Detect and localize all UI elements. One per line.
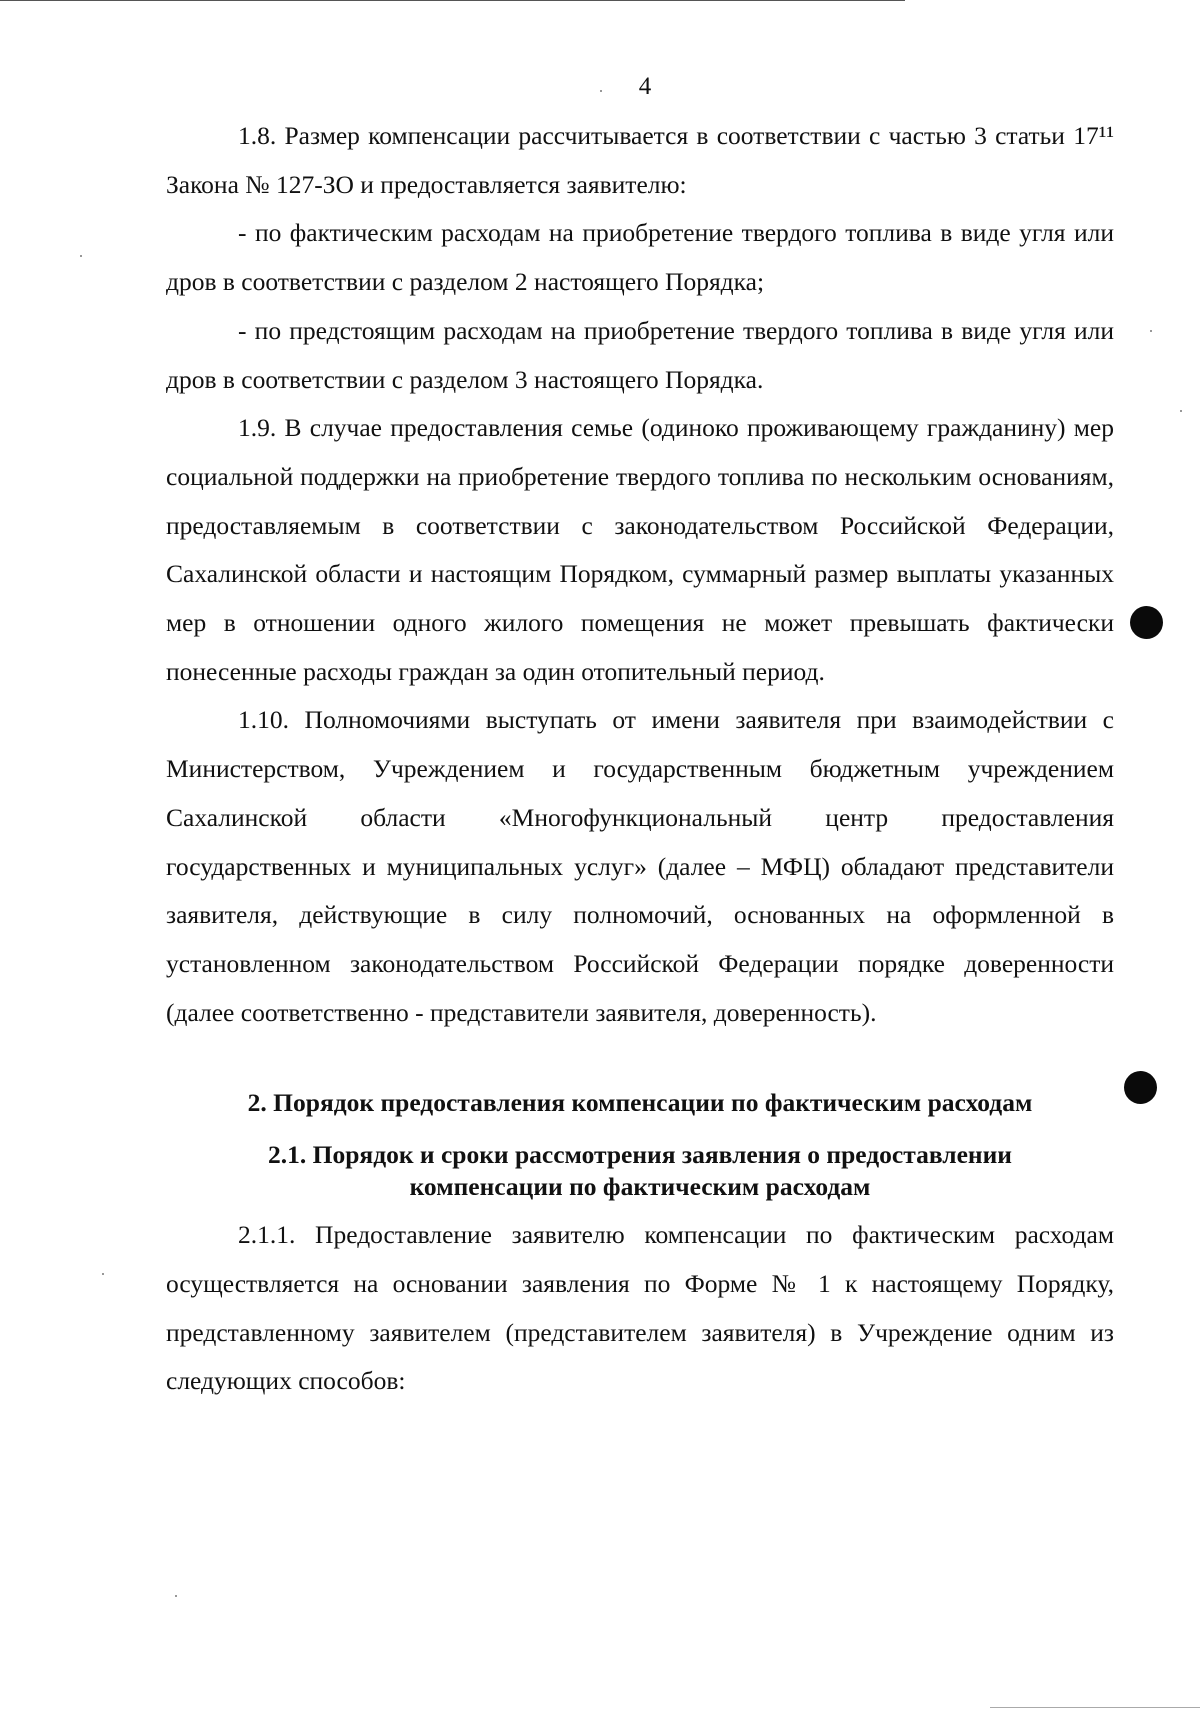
- section-2-1-heading-line-1: 2.1. Порядок и сроки рассмотрения заявления о предоставлении: [268, 1140, 1012, 1170]
- section-2-1-heading: [166, 1135, 1114, 1203]
- bottom-scan-edge: [990, 1707, 1200, 1708]
- top-scan-edge: [0, 0, 905, 1]
- paragraph-1-10: 1.10. Полномочиями выступать от имени заявителя при взаимодействии с Министерством, Учреждением и государственным бюджетным учреждением Сахалинской области «Многофункциональный центр предоставления государственных и муниципальных услуг» (далее – МФЦ) обладают представители заявителя, действующие в силу полномочий, основанных на оформленной в установленном законодательством Российской Федерации порядке доверенности (далее соответственно - представители заявителя, доверенность).: [166, 705, 1114, 1027]
- scan-speck: [1180, 410, 1182, 412]
- paragraph-1-8: 1.8. Размер компенсации рассчитывается в соответствии с частью 3 статьи 17¹¹ Закона № 127-ЗО и предоставляется заявителю:: [166, 121, 1114, 199]
- paragraph-2-1-1: 2.1.1. Предоставление заявителю компенсации по фактическим расходам осуществляется на основании заявления по Форме № 1 к настоящему Порядку, представленному заявителем (представителем заявителя) в Учреждение одним из следующих способов:: [166, 1220, 1114, 1396]
- scan-speck: [102, 1273, 104, 1275]
- section-2-heading: 2. Порядок предоставления компенсации по фактическим расходам: [247, 1088, 1033, 1118]
- paragraph-1-9: 1.9. В случае предоставления семье (одиноко проживающему гражданину) мер социальной поддержки на приобретение твердого топлива по нескольким основаниям, предоставляемым в соответствии с законодательством Российской Федерации, Сахалинской области и настоящим Порядком, суммарный размер выплаты указанных мер в отношении одного жилого помещения не может превышать фактически понесенные расходы граждан за один отопительный период.: [166, 413, 1114, 686]
- document-body: [166, 112, 1114, 1406]
- scan-speck: [1150, 330, 1152, 332]
- scan-speck: [175, 1595, 177, 1597]
- section-2-1-heading-line-2: компенсации по фактическим расходам: [409, 1172, 871, 1202]
- punch-hole-mark: [1124, 1071, 1157, 1104]
- punch-hole-mark: [1130, 606, 1163, 639]
- page-number: 4: [638, 73, 652, 100]
- paragraph-1-8-item-2: - по предстоящим расходам на приобретение твердого топлива в виде угля или дров в соответствии с разделом 3 настоящего Порядка.: [166, 315, 1114, 394]
- scan-speck: [80, 255, 82, 257]
- scan-speck: [600, 90, 602, 92]
- paragraph-1-8-item-1: - по фактическим расходам на приобретение твердого топлива в виде угля или дров в соответствии с разделом 2 настоящего Порядка;: [166, 218, 1114, 297]
